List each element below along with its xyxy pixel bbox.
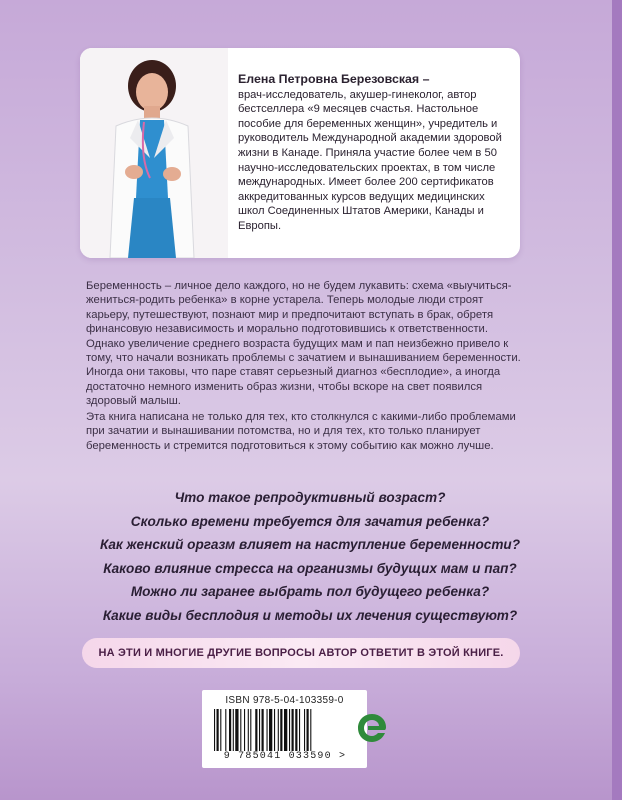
barcode-bar bbox=[229, 709, 231, 751]
publisher-logo-icon bbox=[356, 712, 388, 744]
barcode-box bbox=[202, 690, 367, 768]
barcode-bar bbox=[250, 709, 251, 751]
barcode-bar bbox=[307, 709, 309, 751]
barcode-bar bbox=[214, 709, 215, 751]
barcode-bar bbox=[278, 709, 279, 751]
question-item: Как женский оргазм влияет на наступление беременности? bbox=[99, 537, 521, 552]
barcode-bar bbox=[295, 709, 297, 751]
author-photo bbox=[80, 48, 228, 258]
barcode-bar bbox=[292, 709, 294, 751]
barcode-bar bbox=[262, 709, 264, 751]
questions-list bbox=[60, 486, 560, 627]
callout-banner: НА ЭТИ И МНОГИЕ ДРУГИЕ ВОПРОСЫ АВТОР ОТВЕТИТ В ЭТОЙ КНИГЕ. bbox=[82, 638, 520, 668]
barcode-bars bbox=[214, 709, 354, 751]
author-card bbox=[80, 48, 520, 258]
question-item: Какие виды бесплодия и методы их лечения существуют? bbox=[102, 607, 518, 623]
barcode-bar bbox=[235, 709, 238, 751]
barcode-bar bbox=[274, 709, 275, 751]
barcode-bar bbox=[280, 709, 282, 751]
barcode-bar bbox=[248, 709, 249, 751]
author-name: Елена Петровна Березовская bbox=[238, 72, 420, 86]
barcode-bar bbox=[269, 709, 272, 751]
barcode-bar bbox=[299, 709, 300, 751]
barcode-bar bbox=[220, 709, 221, 751]
barcode-bar bbox=[233, 709, 234, 751]
question-item: Каково влияние стресса на организмы будущих мам и пап? bbox=[103, 560, 517, 576]
description-paragraph-2: Эта книга написана не только для тех, кто столкнулся с какими-либо проблемами при зачатии и вынашивании потомства, но и для тех, кто только планирует беременность и стремится подготовиться к этому событию как можно лучше. bbox=[86, 411, 516, 452]
barcode-bar bbox=[284, 709, 287, 751]
question-item: Можно ли заранее выбрать пол будущего ребенка? bbox=[130, 584, 490, 599]
question-item: Сколько времени требуется для зачатия ребенка? bbox=[130, 513, 490, 529]
book-spine-edge bbox=[612, 0, 622, 800]
author-description bbox=[238, 72, 506, 234]
barcode-bar bbox=[240, 709, 241, 751]
barcode-digits: 9 785041 033590 > bbox=[223, 751, 347, 762]
barcode-bar bbox=[217, 709, 219, 751]
barcode-bar bbox=[244, 709, 245, 751]
author-bio: врач-исследователь, акушер-гинеколог, автор бестселлера «9 месяцев счастья. Настольное пособие для беременных женщин», учредитель и руководитель Международной академии здоровой жизни в Канаде. Приняла участие более чем в 50 научно-исследовательских проектах, в том числе международных. Имеет более 200 сертификатов аккредитованных курсов ведущих медицинских школ Соединенных Штатов Америки, Канады и Европы. bbox=[238, 88, 502, 232]
barcode-bar bbox=[310, 709, 311, 751]
description-paragraph-1: Беременность – личное дело каждого, но не будем лукавить: схема «выучиться-жениться-родить ребенка» в корне устарела. Теперь молодые люди строят карьеру, путешествуют, познают мир и предпочитают вступать в брак, обретя финансовую независимость и морально подготовившись к ответственности. Однако увеличение среднего возраста будущих мам и пап неизбежно привело к тому, что начали возникать проблемы с зачатием и вынашиванием беременности. Иногда они таковы, что паре ставят серьезный диагноз «бесплодие», а иногда достаточно немного изменить образ жизни, чтобы вскоре на свет появился здоровый малыш. bbox=[86, 280, 521, 408]
author-name-dash: – bbox=[419, 72, 430, 86]
barcode-bar bbox=[289, 709, 290, 751]
question-item: Что такое репродуктивный возраст? bbox=[174, 490, 446, 505]
isbn-label: ISBN 978-5-04-103359-0 bbox=[225, 695, 344, 706]
barcode-bar bbox=[225, 709, 226, 751]
barcode-bar bbox=[267, 709, 268, 751]
barcode-bar bbox=[259, 709, 260, 751]
barcode-bar bbox=[304, 709, 305, 751]
barcode-bar bbox=[255, 709, 257, 751]
